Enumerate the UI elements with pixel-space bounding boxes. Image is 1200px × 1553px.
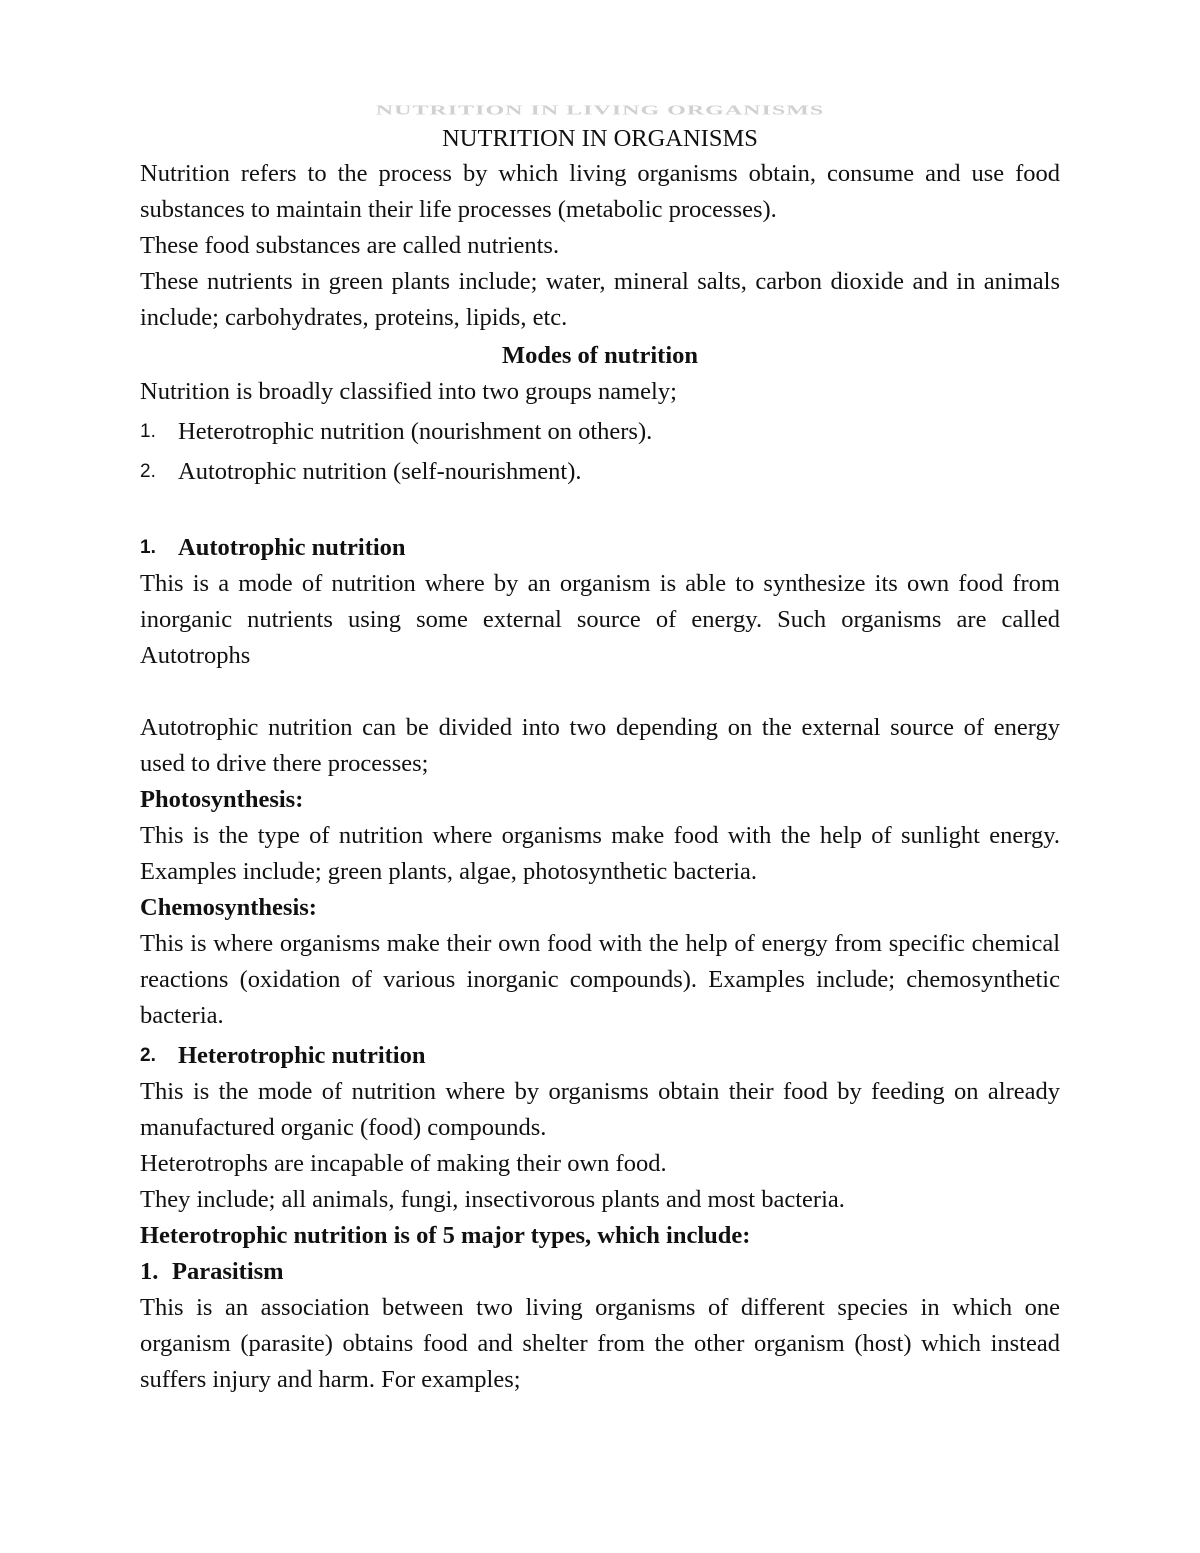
section-number: 1. bbox=[140, 1258, 159, 1285]
heterotrophs-incapable: Heterotrophs are incapable of making their own food. bbox=[140, 1150, 667, 1177]
list-text: Heterotrophic nutrition (nourishment on others). bbox=[178, 418, 653, 445]
section-title: Autotrophic nutrition bbox=[178, 534, 406, 561]
page-title: NUTRITION IN ORGANISMS bbox=[442, 125, 758, 152]
autotrophic-definition: This is a mode of nutrition where by an organism is able to synthesize its own food from inorganic nutrients using some external source of energy. Such organisms are called Autotrophs bbox=[140, 570, 1060, 669]
section-title: Heterotrophic nutrition bbox=[178, 1042, 426, 1069]
photosynthesis-text: This is the type of nutrition where organisms make food with the help of sunlight energy. Examples include; green plants, algae, photosynthetic bacteria. bbox=[140, 822, 1060, 885]
section-number: 2. bbox=[140, 1045, 156, 1066]
intro-nutrients-line: These food substances are called nutrients. bbox=[140, 232, 560, 259]
intro-paragraph: Nutrition refers to the process by which living organisms obtain, consume and use food substances to maintain their life processes (metabolic processes). bbox=[140, 160, 1060, 223]
document-page bbox=[140, 104, 1060, 1398]
section-title: Parasitism bbox=[172, 1258, 284, 1285]
section-number: 1. bbox=[140, 537, 156, 558]
heterotrophs-include: They include; all animals, fungi, insectivorous plants and most bacteria. bbox=[140, 1186, 845, 1213]
modes-list-item bbox=[140, 414, 1060, 450]
autotrophic-division: Autotrophic nutrition can be divided into two depending on the external source of energy used to drive there processes; bbox=[140, 714, 1060, 777]
chemosynthesis-text: This is where organisms make their own food with the help of energy from specific chemical reactions (oxidation of various inorganic compounds). Examples include; chemosynthetic bacteria. bbox=[140, 930, 1060, 1029]
list-number: 2. bbox=[140, 461, 156, 482]
list-text: Autotrophic nutrition (self-nourishment). bbox=[178, 458, 582, 485]
autotrophic-section-heading bbox=[140, 530, 1060, 566]
parasitism-heading bbox=[140, 1254, 1060, 1290]
modes-list-item bbox=[140, 454, 1060, 490]
chemosynthesis-heading: Chemosynthesis: bbox=[140, 894, 317, 921]
list-number: 1. bbox=[140, 421, 156, 442]
faded-header-text: NUTRITION IN LIVING ORGANISMS bbox=[375, 104, 825, 118]
intro-nutrients-examples: These nutrients in green plants include; water, mineral salts, carbon dioxide and in animals include; carbohydrates, proteins, lipids, etc. bbox=[140, 268, 1060, 331]
modes-lead: Nutrition is broadly classified into two groups namely; bbox=[140, 378, 677, 405]
heterotrophic-types-heading: Heterotrophic nutrition is of 5 major types, which include: bbox=[140, 1222, 751, 1249]
heterotrophic-definition: This is the mode of nutrition where by organisms obtain their food by feeding on already manufactured organic (food) compounds. bbox=[140, 1078, 1060, 1141]
heterotrophic-section-heading bbox=[140, 1038, 1060, 1074]
modes-heading: Modes of nutrition bbox=[502, 342, 698, 369]
photosynthesis-heading: Photosynthesis: bbox=[140, 786, 304, 813]
parasitism-text: This is an association between two living organisms of different species in which one organism (parasite) obtains food and shelter from the other organism (host) which instead suffers injury and harm. For examples; bbox=[140, 1294, 1060, 1393]
